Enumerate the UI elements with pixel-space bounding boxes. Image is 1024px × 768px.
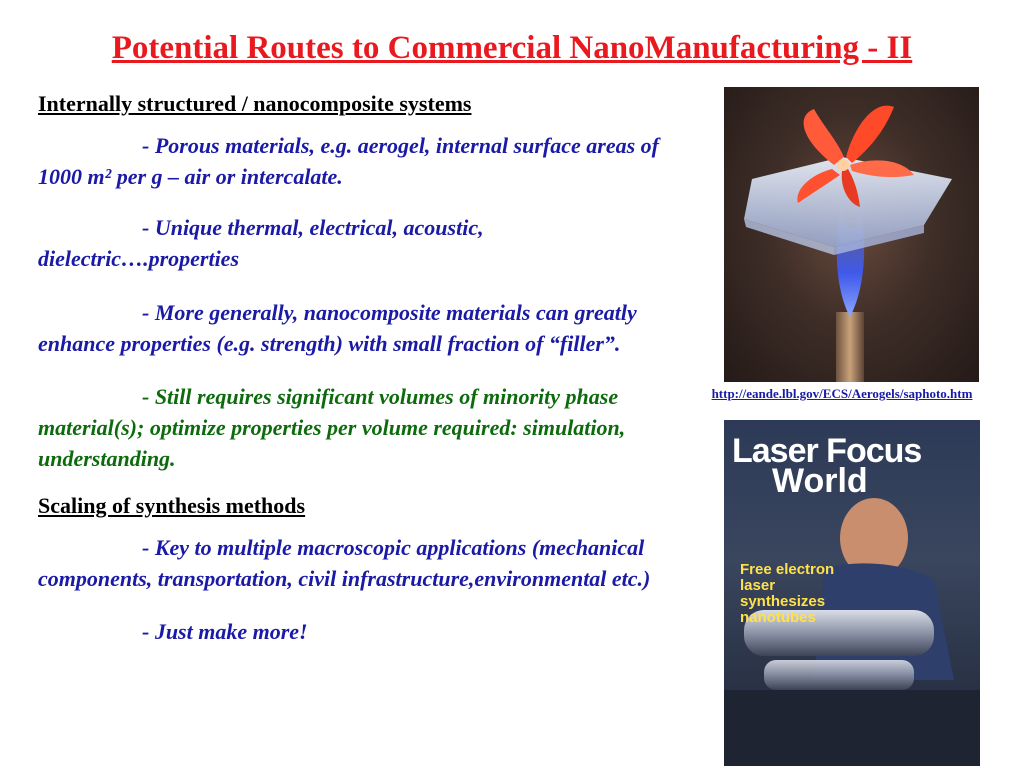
slide-title: Potential Routes to Commercial NanoManufacturing - II [111,30,913,66]
aerogel-flame-illustration [724,87,979,382]
magazine-masthead-line1: Laser Focus [732,432,922,470]
bullet-nanocomposite-materials: - More generally, nanocomposite materials can greatly enhance properties (e.g. strength) with small fraction of “filler”. [38,300,637,356]
bullet-just-make-more: - Just make more! [142,619,308,644]
bullet-macroscopic-applications: - Key to multiple macroscopic applications (mechanical components, transportation, civil infrastructure,environmental etc.) [38,535,651,591]
laser-focus-world-cover [724,420,980,766]
slide-body [38,90,663,647]
bullet-unique-properties: - Unique thermal, electrical, acoustic, dielectric….properties [38,215,484,271]
aerogel-flame-photo [724,87,979,382]
section-heading-nanocomposite: Internally structured / nanocomposite systems [38,91,472,116]
bullet-porous-materials: - Porous materials, e.g. aerogel, internal surface areas of 1000 m² per g – air or intercalate. [38,133,659,189]
bullet-minority-phase: - Still requires significant volumes of minority phase material(s); optimize properties per volume required: simulation, understanding. [38,384,626,471]
magazine-cover-headline: Free electron laser synthesizes nanotubes [740,561,835,626]
section-heading-scaling: Scaling of synthesis methods [38,493,306,518]
aerogel-photo-source-link[interactable]: http://eande.lbl.gov/ECS/Aerogels/saphoto.htm [711,386,973,401]
magazine-masthead-line2: World [772,462,868,500]
